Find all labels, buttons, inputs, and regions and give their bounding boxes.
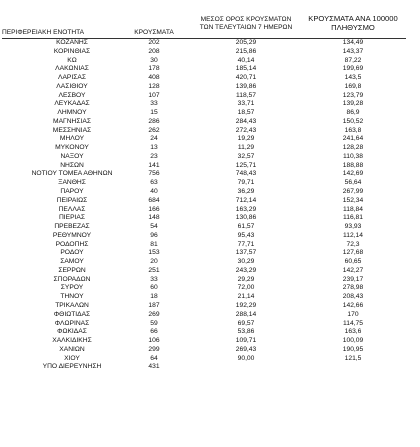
cases-cell: 33 [150,100,158,108]
table-row [0,135,420,144]
per100k-cell: 128,28 [342,144,364,152]
avg7-cell: 185,14 [235,65,257,73]
cases-cell: 286 [148,117,160,125]
per100k-cell: 241,64 [342,135,364,143]
avg7-cell: 272,43 [235,126,257,134]
table-row [0,276,420,285]
header-cases: ΚΡΟΥΣΜΑΤΑ [134,29,174,36]
cases-cell: 408 [148,74,160,82]
cases-cell: 431 [148,363,160,371]
avg7-cell: 36,29 [237,188,255,196]
cases-cell: 128 [148,82,160,90]
region-name-cell: ΠΑΡΟΥ [60,188,84,196]
cases-cell: 153 [148,249,160,257]
per100k-cell: 239,17 [342,275,364,283]
region-name-cell: ΚΟΖΑΝΗΣ [56,39,88,46]
avg7-cell: 137,57 [235,249,257,257]
region-name-cell: ΚΟΡΙΝΘΙΑΣ [53,47,91,55]
table-row [0,109,420,118]
region-name-cell: ΣΑΜΟΥ [60,258,84,266]
region-name-cell: ΛΕΥΚΑΔΑΣ [54,100,90,108]
avg7-cell: 192,29 [235,301,257,309]
table-row [0,284,420,293]
avg7-cell: 69,57 [237,319,255,327]
table-row [0,153,420,162]
region-name-cell: ΣΕΡΡΩΝ [58,266,86,274]
avg7-cell: 748,43 [235,170,257,178]
cases-cell: 262 [148,126,160,134]
region-name-cell: ΦΛΩΡΙΝΑΣ [54,319,90,327]
avg7-cell: 90,00 [237,354,255,362]
table-body [0,39,420,372]
per100k-cell: 118,84 [343,205,363,213]
per100k-cell: 163,8 [344,126,362,134]
avg7-cell: 77,71 [237,240,255,248]
per100k-cell: 163,6 [344,328,362,336]
table-row [0,346,420,355]
region-name-cell: ΡΕΘΥΜΝΟΥ [52,231,92,239]
table-row [0,65,420,74]
per100k-cell: 123,79 [342,91,364,99]
table-row [0,267,420,276]
cases-cell: 208 [148,47,160,55]
header-avg7-line2: ΤΩΝ ΤΕΛΕΥΤΑΙΩΝ 7 ΗΜΕΡΩΝ [199,23,293,31]
per100k-cell: 170 [347,310,359,318]
cases-cell: 24 [150,135,158,143]
table-row [0,302,420,311]
per100k-cell: 152,34 [342,196,364,204]
avg7-cell: 11,29 [237,144,255,152]
table-row [0,100,420,109]
table-row [0,337,420,346]
per100k-cell: 121,5 [344,354,362,362]
table-row [0,249,420,258]
cases-cell: 166 [148,205,160,213]
region-name-cell: ΠΙΕΡΙΑΣ [58,214,86,222]
table-row [0,57,420,66]
cases-cell: 756 [148,170,160,178]
avg7-cell: 40,14 [237,56,255,64]
cases-cell: 20 [150,258,158,266]
cases-cell: 60 [150,284,158,292]
table-row [0,214,420,223]
region-name-cell: ΝΗΣΩΝ [60,161,84,169]
per100k-cell: 86,9 [346,109,360,117]
cases-cell: 23 [150,152,158,160]
header-avg7-line1: ΜΕΣΟΣ ΟΡΟΣ ΚΡΟΥΣΜΑΤΩΝ [200,16,292,23]
per100k-cell: 278,98 [342,284,364,292]
per100k-cell: 188,88 [342,161,364,169]
table-row [0,162,420,171]
cases-cell: 684 [148,196,160,204]
avg7-cell: 29,29 [237,275,255,283]
per100k-cell: 142,66 [342,301,364,309]
cases-cell: 59 [150,319,158,327]
per100k-cell: 208,43 [342,293,364,301]
cases-cell: 18 [150,293,158,301]
cases-cell: 107 [148,91,160,99]
cases-cell: 202 [148,39,160,46]
per100k-cell: 150,52 [342,117,364,125]
per100k-cell: 199,69 [342,65,364,73]
table-row [0,241,420,250]
region-name-cell: ΚΩ [67,56,77,64]
table-row [0,179,420,188]
avg7-cell: 125,71 [235,161,257,169]
avg7-cell: 19,29 [237,135,255,143]
cases-cell: 64 [150,354,158,362]
avg7-cell: 284,43 [235,117,257,125]
avg7-cell: 139,86 [235,82,257,90]
region-name-cell: ΠΕΙΡΑΙΩΣ [56,196,88,204]
per100k-cell: 116,81 [343,214,363,222]
region-name-cell: ΠΡΕΒΕΖΑΣ [54,223,90,231]
per100k-cell: 143,37 [342,47,364,55]
cases-cell: 13 [150,144,158,152]
avg7-cell: 72,00 [237,284,255,292]
region-name-cell: ΣΠΟΡΑΔΩΝ [53,275,91,283]
per100k-cell: 139,28 [342,100,364,108]
avg7-cell: 205,29 [235,39,257,46]
region-name-cell: ΦΩΚΙΔΑΣ [57,328,87,336]
avg7-cell: 163,29 [235,205,257,213]
per100k-cell: 142,69 [342,170,364,178]
table-row [0,127,420,136]
table-row [0,223,420,232]
cases-cell: 40 [150,188,158,196]
cases-cell: 15 [150,109,158,117]
region-name-cell: ΛΑΣΙΘΙΟΥ [56,82,88,90]
table-row [0,118,420,127]
per100k-cell: 143,5 [344,74,362,82]
per100k-cell: 112,14 [343,231,363,239]
table-row [0,320,420,329]
per100k-cell: 134,49 [342,39,364,46]
cases-cell: 30 [150,56,158,64]
region-name-cell: ΞΑΝΘΗΣ [58,179,86,187]
per100k-cell: 142,27 [342,266,364,274]
avg7-cell: 269,43 [235,345,257,353]
avg7-cell: 18,57 [237,109,255,117]
region-name-cell: ΧΙΟΥ [64,354,80,362]
avg7-cell: 118,57 [236,91,256,99]
region-name-cell: ΠΕΛΛΑΣ [58,205,86,213]
table-row [0,170,420,179]
header-per100k-line2: ΠΛΗΘΥΣΜΟ [331,22,375,32]
region-name-cell: ΧΑΝΙΩΝ [59,345,85,353]
cases-cell: 81 [150,240,158,248]
avg7-cell: 32,57 [237,152,255,160]
region-name-cell: ΦΘΙΩΤΙΔΑΣ [53,310,91,318]
avg7-cell: 21,14 [237,293,255,301]
header-avg7 [192,16,300,31]
table-row [0,74,420,83]
per100k-cell: 93,93 [344,223,362,231]
cases-cell: 106 [148,337,160,345]
per100k-cell: 169,8 [344,82,362,90]
cases-cell: 269 [148,310,160,318]
header-per100k [300,15,406,32]
avg7-cell: 33,71 [237,100,255,108]
per100k-cell: 267,99 [342,188,364,196]
per100k-cell: 87,22 [344,56,362,64]
cases-cell: 187 [148,301,160,309]
table-row [0,188,420,197]
per100k-cell: 190,95 [342,345,364,353]
table-row [0,39,420,48]
table-row [0,311,420,320]
cases-cell: 141 [148,161,160,169]
region-name-cell: ΝΟΤΙΟΥ ΤΟΜΕΑ ΑΘΗΝΩΝ [31,170,113,178]
table-row [0,328,420,337]
cases-cell: 148 [148,214,160,222]
table-row [0,197,420,206]
table-row [0,83,420,92]
table-row [0,92,420,101]
table-row [0,232,420,241]
avg7-cell: 712,14 [235,196,257,204]
table-row [0,363,420,372]
region-name-cell: ΜΕΣΣΗΝΙΑΣ [52,126,92,134]
cases-cell: 66 [150,328,158,336]
region-name-cell: ΤΗΝΟΥ [60,293,84,301]
region-name-cell: ΝΑΞΟΥ [60,152,84,160]
region-name-cell: ΛΕΣΒΟΥ [58,91,86,99]
region-name-cell: ΥΠΟ ΔΙΕΡΕΥΝΗΣΗ [42,363,102,371]
avg7-cell: 53,86 [237,328,255,336]
avg7-cell: 109,71 [235,337,257,345]
per100k-cell: 60,65 [344,258,362,266]
avg7-cell: 215,86 [235,47,257,55]
table-row [0,355,420,364]
per100k-cell: 72,3 [346,240,360,248]
cases-cell: 299 [148,345,160,353]
avg7-cell: 243,29 [235,266,257,274]
region-name-cell: ΜΥΚΟΝΟΥ [55,144,89,152]
region-name-cell: ΧΑΛΚΙΔΙΚΗΣ [52,337,92,345]
cases-cell: 96 [150,231,158,239]
table-row [0,206,420,215]
avg7-cell: 79,71 [237,179,255,187]
per100k-cell: 114,75 [343,319,363,327]
per100k-cell: 100,09 [342,337,364,345]
region-name-cell: ΤΡΙΚΑΛΩΝ [55,301,89,309]
avg7-cell: 130,86 [235,214,257,222]
region-name-cell: ΜΗΛΟΥ [59,135,85,143]
region-name-cell: ΡΟΔΟΠΗΣ [55,240,89,248]
region-name-cell: ΜΑΓΝΗΣΙΑΣ [53,117,91,125]
avg7-cell: 288,14 [235,310,257,318]
table-row [0,144,420,153]
table-row [0,293,420,302]
region-name-cell: ΛΑΚΩΝΙΑΣ [55,65,89,73]
cases-cell: 54 [150,223,158,231]
region-name-cell: ΛΑΡΙΣΑΣ [58,74,86,82]
per100k-cell: 127,68 [342,249,364,257]
cases-cell: 63 [150,179,158,187]
table-row [0,48,420,57]
avg7-cell: 61,57 [237,223,255,231]
cases-cell: 251 [148,266,160,274]
region-name-cell: ΣΥΡΟΥ [60,284,84,292]
cases-cell: 178 [148,65,160,73]
per100k-cell: 110,38 [343,152,363,160]
header-region: ΠΕΡΙΦΕΡΕΙΑΚΗ ΕΝΟΤΗΤΑ [2,29,85,36]
region-name-cell: ΡΟΔΟΥ [60,249,84,257]
avg7-cell: 30,29 [237,258,255,266]
table-row [0,258,420,267]
region-name-cell: ΛΗΜΝΟΥ [57,109,87,117]
avg7-cell: 420,71 [235,74,257,82]
cases-cell: 33 [150,275,158,283]
avg7-cell: 95,43 [237,231,255,239]
header-per100k-line1: ΚΡΟΥΣΜΑΤΑ ΑΝΑ 100000 [308,14,398,23]
per100k-cell: 56,64 [344,179,362,187]
